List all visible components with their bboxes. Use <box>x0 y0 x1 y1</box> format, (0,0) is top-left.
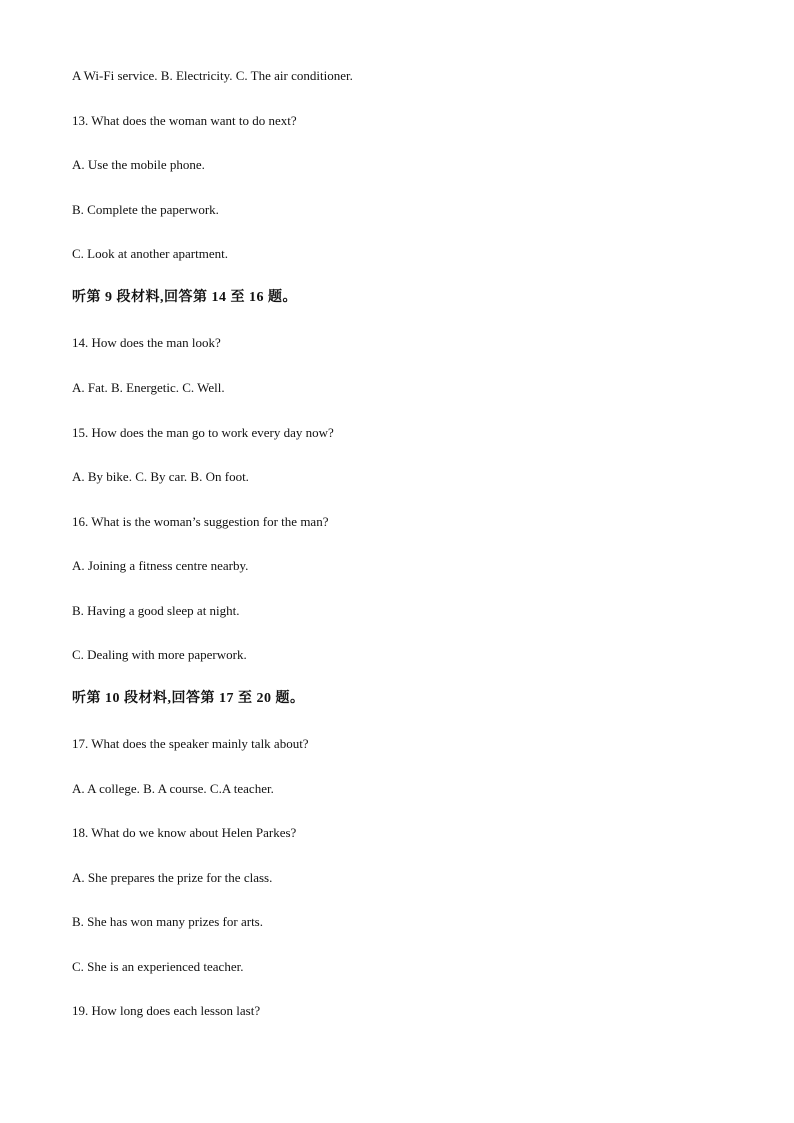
option-13c: C. Look at another apartment. <box>72 246 228 261</box>
option-18a: A. She prepares the prize for the class. <box>72 870 273 885</box>
question-15: 15. How does the man go to work every day now? <box>72 425 334 440</box>
section-heading-material-9: 听第 9 段材料,回答第 14 至 16 题。 <box>72 290 297 305</box>
question-13: 13. What does the woman want to do next? <box>72 113 297 128</box>
question-19: 19. How long does each lesson last? <box>72 1003 261 1018</box>
question-14: 14. How does the man look? <box>72 335 221 350</box>
option-18c: C. She is an experienced teacher. <box>72 959 244 974</box>
options-q14: A. Fat. B. Energetic. C. Well. <box>72 380 225 395</box>
option-16a: A. Joining a fitness centre nearby. <box>72 558 249 573</box>
option-13a: A. Use the mobile phone. <box>72 157 205 172</box>
options-q17: A. A college. B. A course. C.A teacher. <box>72 781 274 796</box>
question-17: 17. What does the speaker mainly talk about? <box>72 736 309 751</box>
option-18b: B. She has won many prizes for arts. <box>72 914 263 929</box>
section-heading-material-10: 听第 10 段材料,回答第 17 至 20 题。 <box>72 691 305 706</box>
option-16b: B. Having a good sleep at night. <box>72 603 240 618</box>
question-16: 16. What is the woman’s suggestion for the man? <box>72 514 329 529</box>
option-13b: B. Complete the paperwork. <box>72 202 219 217</box>
question-18: 18. What do we know about Helen Parkes? <box>72 825 297 840</box>
answer-options-q12: A Wi-Fi service. B. Electricity. C. The air conditioner. <box>72 68 353 83</box>
options-q15: A. By bike. C. By car. B. On foot. <box>72 469 249 484</box>
option-16c: C. Dealing with more paperwork. <box>72 647 247 662</box>
